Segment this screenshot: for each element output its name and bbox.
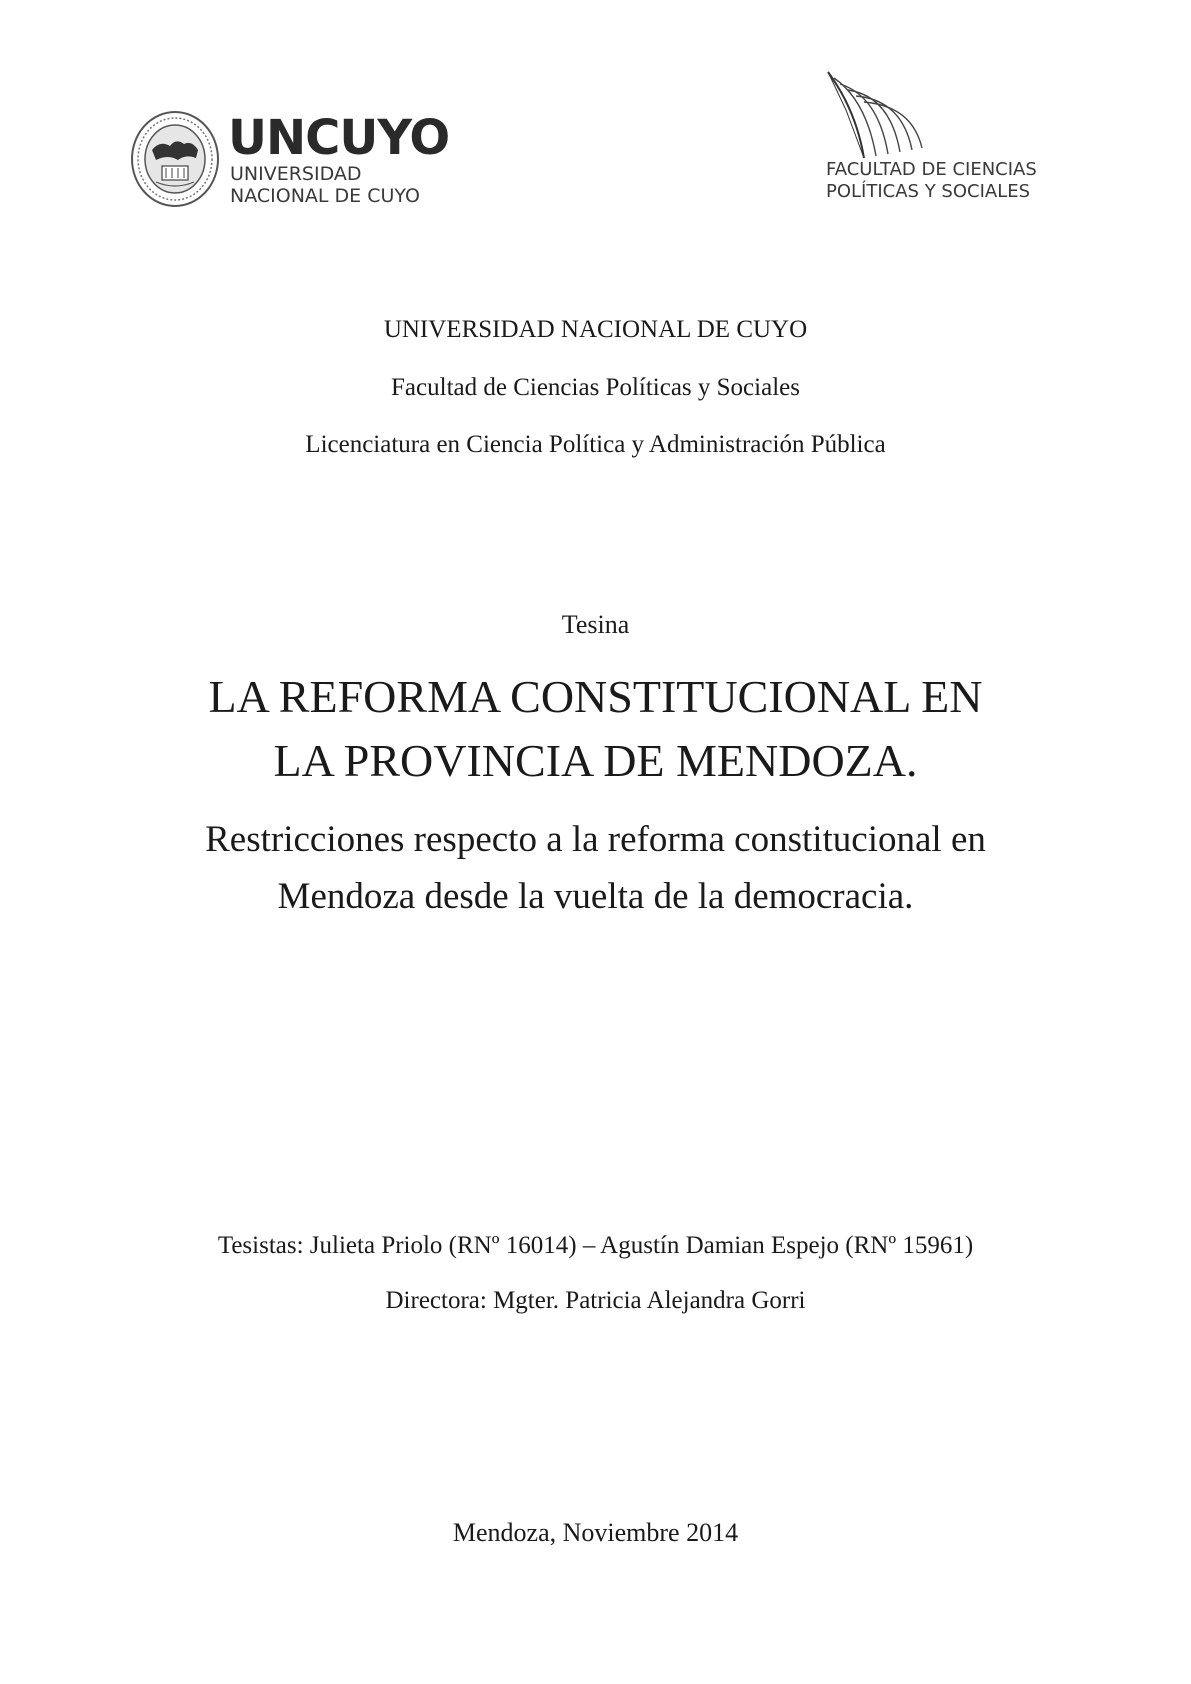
university-name: UNIVERSIDAD NACIONAL DE CUYO xyxy=(383,316,808,343)
thesis-authors: Tesistas: Julieta Priolo (RNº 16014) – Agustín Damian Espejo (RNº 15961) xyxy=(217,1232,974,1259)
university-seal-icon xyxy=(130,110,220,208)
thesis-subtitle-line2: Mendoza desde la vuelta de la democracia. xyxy=(277,876,914,917)
thesis-title-line1: LA REFORMA CONSTITUCIONAL EN xyxy=(208,671,983,722)
sail-logo-icon xyxy=(826,70,936,160)
faculty-logo xyxy=(826,70,1066,210)
uncuyo-subtitle-line2: NACIONAL DE CUYO xyxy=(230,185,420,207)
faculty-logo-line2: POLÍTICAS Y SOCIALES xyxy=(826,181,1031,202)
uncuyo-logo xyxy=(130,110,450,210)
degree-name: Licenciatura en Ciencia Política y Administración Pública xyxy=(305,431,886,458)
faculty-logo-line1: FACULTAD DE CIENCIAS xyxy=(826,159,1037,180)
uncuyo-subtitle-line1: UNIVERSIDAD xyxy=(230,163,362,185)
thesis-director: Directora: Mgter. Patricia Alejandra Gorri xyxy=(385,1287,806,1314)
document-type: Tesina xyxy=(561,610,630,639)
thesis-title-line2: LA PROVINCIA DE MENDOZA. xyxy=(273,735,918,786)
faculty-name: Facultad de Ciencias Políticas y Sociales xyxy=(391,374,800,401)
uncuyo-wordmark: UNCUYO xyxy=(228,110,450,166)
place-and-date: Mendoza, Noviembre 2014 xyxy=(452,1518,739,1547)
thesis-subtitle-line1: Restricciones respecto a la reforma constitucional en xyxy=(205,819,986,860)
